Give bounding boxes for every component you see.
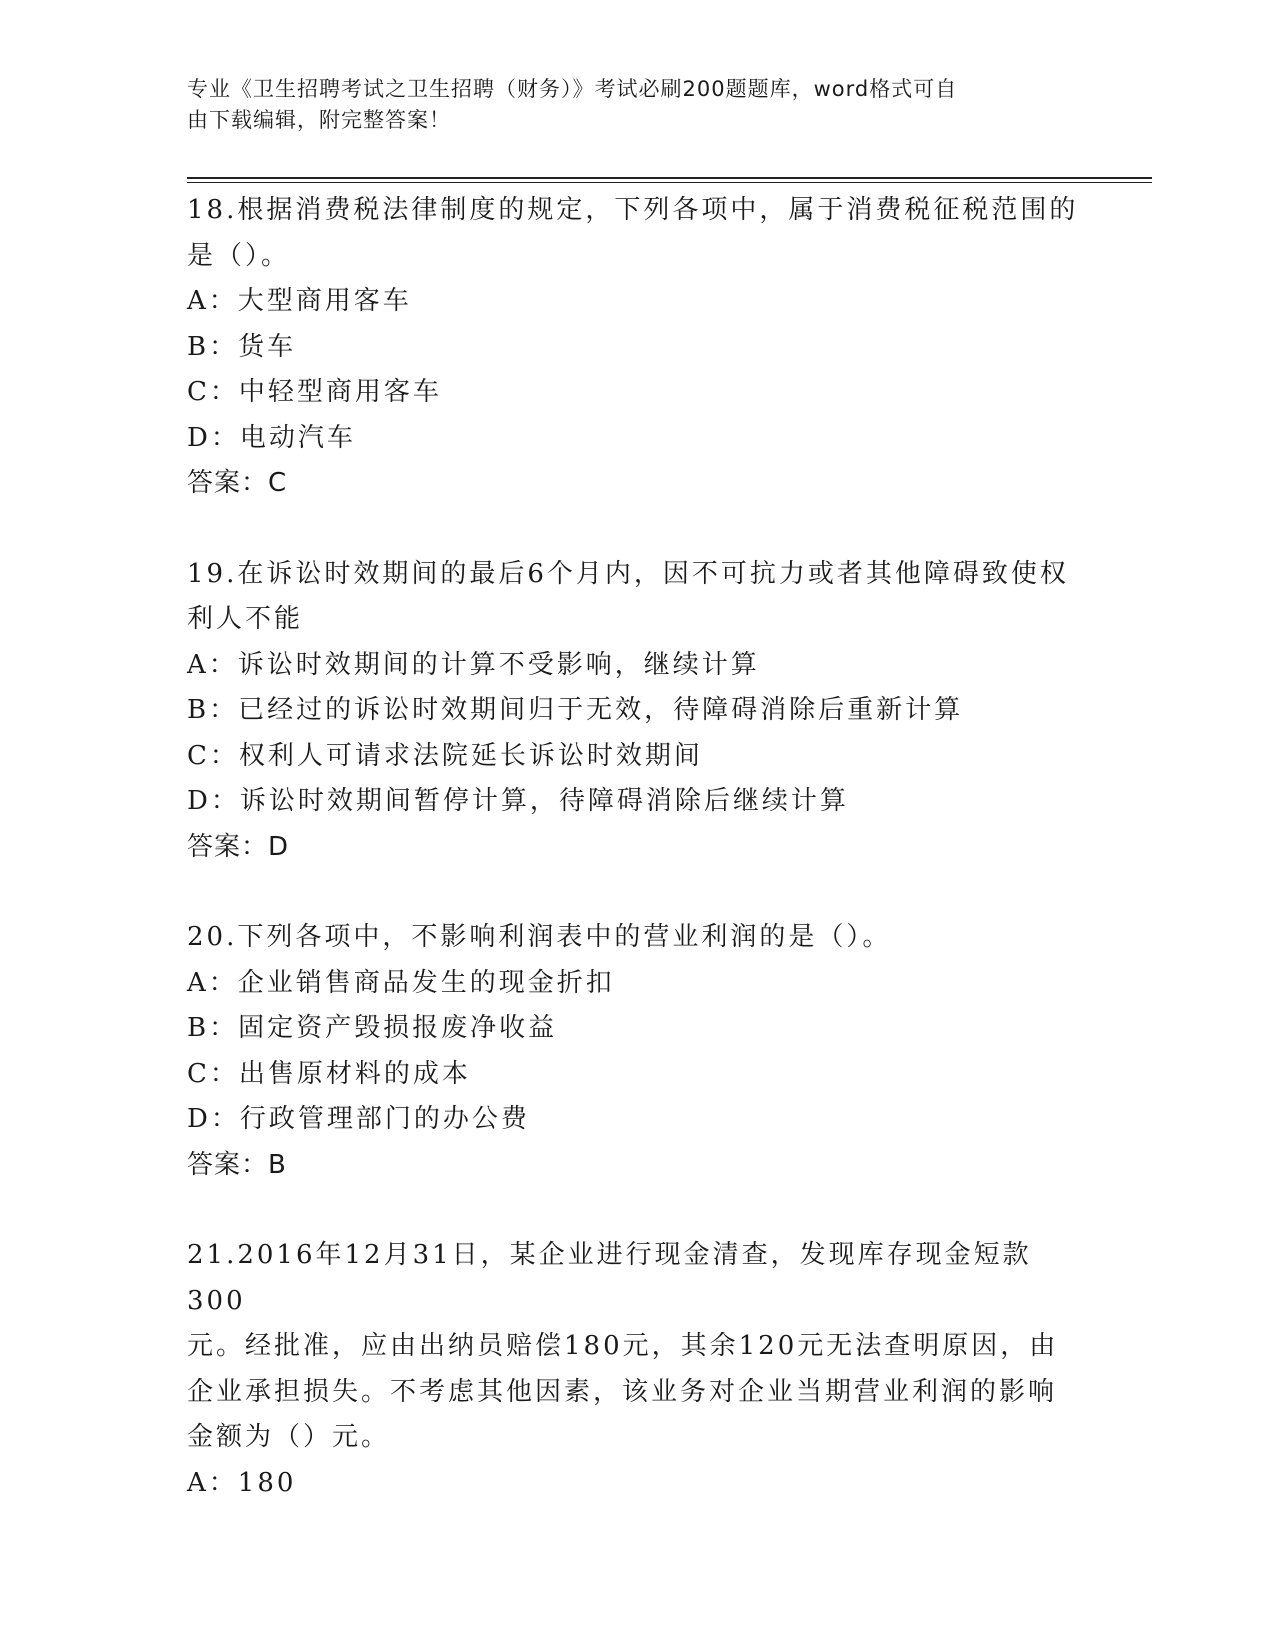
option-b: B：货车 [187, 331, 297, 362]
question-18 [187, 188, 1087, 507]
option-a: A：企业销售商品发生的现金折扣 [187, 967, 615, 998]
option-d: D：诉讼时效期间暂停计算，待障碍消除后继续计算 [187, 786, 849, 816]
question-19 [187, 552, 1087, 871]
option-c: C：出售原材料的成本 [187, 1058, 471, 1089]
question-text: 21.2016年12月31日，某企业进行现金清查，发现库存现金短款300 [187, 1240, 1032, 1316]
question-text: 是（）。 [187, 240, 291, 271]
answer-label: 答案：B [187, 1149, 287, 1180]
option-d: D：行政管理部门的办公费 [187, 1104, 530, 1134]
question-text: 金额为（）元。 [187, 1422, 391, 1452]
header-rule-thin [187, 182, 1152, 183]
option-a: A：180 [187, 1467, 297, 1498]
option-d: D：电动汽车 [187, 422, 356, 453]
header-line-2: 由下载编辑，附完整答案！ [187, 108, 451, 132]
question-list [187, 188, 1087, 1506]
question-21 [187, 1233, 1087, 1506]
question-text: 19.在诉讼时效期间的最后6个月内，因不可抗力或者其他障碍致使权 [187, 558, 1069, 589]
answer-label: 答案：C [187, 468, 288, 498]
question-text: 利人不能 [187, 604, 304, 634]
answer-label: 答案：D [187, 831, 290, 862]
option-b: B：固定资产毁损报废净收益 [187, 1013, 558, 1043]
header-line-1: 专业《卫生招聘考试之卫生招聘（财务）》考试必刷200题题库，word格式可自 [187, 77, 958, 101]
question-text: 企业承担损失。不考虑其他因素，该业务对企业当期营业利润的影响 [187, 1376, 1058, 1407]
question-spacer [187, 507, 1087, 552]
option-a: A：诉讼时效期间的计算不受影响，继续计算 [187, 649, 760, 680]
option-b: B：已经过的诉讼时效期间归于无效，待障碍消除后重新计算 [187, 695, 964, 725]
option-c: C：权利人可请求法院延长诉讼时效期间 [187, 740, 703, 771]
option-c: C：中轻型商用客车 [187, 377, 442, 407]
question-spacer [187, 870, 1087, 915]
question-text: 20.下列各项中，不影响利润表中的营业利润的是（）。 [187, 922, 892, 952]
document-header [187, 74, 1067, 136]
option-a: A：大型商用客车 [187, 286, 412, 316]
question-text: 18.根据消费税法律制度的规定，下列各项中，属于消费税征税范围的 [187, 195, 1079, 225]
question-text: 元。经批准，应由出纳员赔偿180元，其余120元无法查明原因，由 [187, 1331, 1059, 1361]
question-20 [187, 915, 1087, 1188]
question-spacer [187, 1188, 1087, 1233]
header-rule-thick [187, 177, 1152, 179]
